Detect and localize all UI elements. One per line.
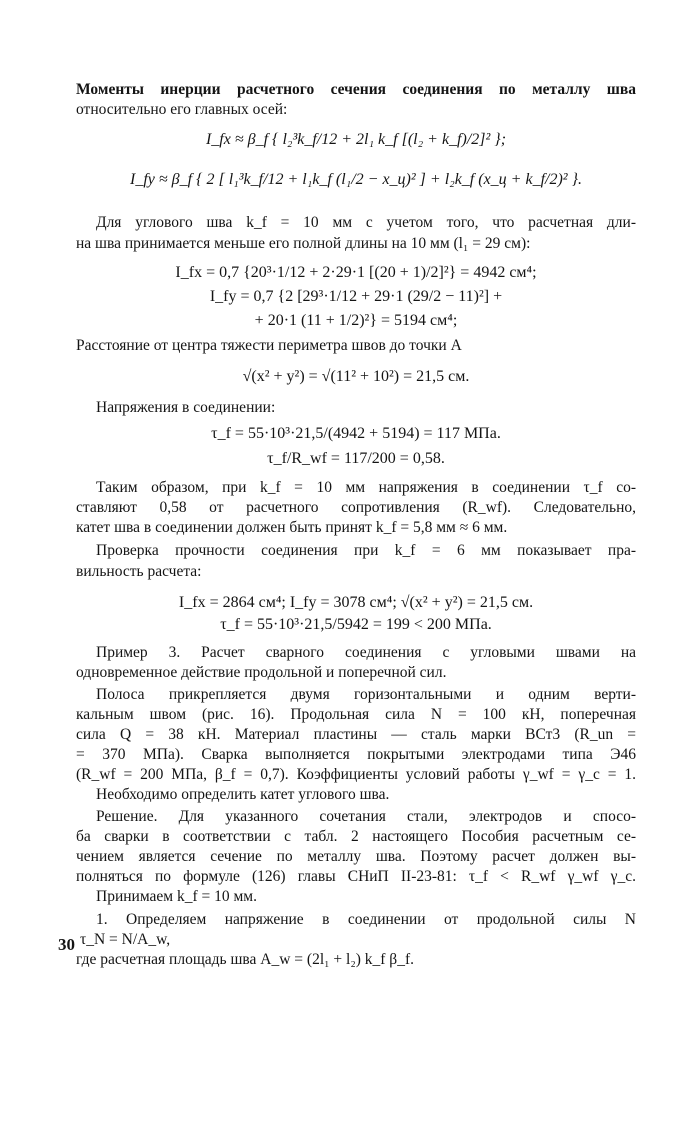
text-line: где расчетная площадь шва A_w = (2l₁ + l₂) k_f β_f. xyxy=(76,951,414,968)
text-line: Таким образом, при k_f = 10 мм напряжения в соединении τ_f со- xyxy=(96,479,636,496)
text-line: ба сварки в соответствии с табл. 2 настоящего Пособия расчетным се- xyxy=(76,828,636,845)
text-line: вильность расчета: xyxy=(76,563,202,580)
bold-text: Моменты инерции расчетного сечения соединения по металлу шва xyxy=(76,81,636,98)
text-line: ставляют 0,58 от расчетного сопротивления (R_wf). Следовательно, xyxy=(76,499,636,516)
text-line: на шва принимается меньше его полной длины на 10 мм (l₁ = 29 см): xyxy=(76,235,531,252)
text-line: Полоса прикрепляется двумя горизонтальными и одним верти- xyxy=(96,686,636,703)
text-line xyxy=(76,80,636,100)
text-line: сила Q = 38 кН. Материал пластины — сталь марки ВСт3 (R_un = xyxy=(76,726,636,743)
formula-line: I_fx = 0,7 {20³·1/12 + 2·29·1 [(20 + 1)/2]²} = 4942 см⁴; xyxy=(175,264,537,281)
text-line: Для углового шва k_f = 10 мм с учетом того, что расчетная дли- xyxy=(96,214,636,231)
text-line: полняться по формуле (126) главы СНиП II-23-81: τ_f < R_wf γ_wf γ_c. xyxy=(76,868,636,885)
page-number: 30 xyxy=(58,935,75,954)
formula-line: I_fy = 0,7 {2 [29³·1/12 + 29·1 (29/2 − 11)²] + xyxy=(209,288,503,305)
text-line: (R_wf = 200 МПа, β_f = 0,7). Коэффициенты условий работы γ_wf = γ_c = 1. xyxy=(76,766,636,783)
formula-line: τ_f/R_wf = 117/200 = 0,58. xyxy=(267,450,445,467)
example-heading-line: Пример 3. Расчет сварного соединения с угловыми швами на xyxy=(96,644,636,661)
text-line: = 370 МПа). Сварка выполняется покрытыми электродами типа Э46 xyxy=(76,746,636,763)
text-line: 1. Определяем напряжение в соединении от продольной силы N xyxy=(96,911,636,928)
formula-line: √(x² + y²) = √(11² + 10²) = 21,5 см. xyxy=(242,368,470,385)
text-line: одновременное действие продольной и поперечной сил. xyxy=(76,664,447,681)
formula-line: + 20·1 (11 + 1/2)²} = 5194 см⁴; xyxy=(254,312,458,329)
text-line: Принимаем k_f = 10 мм. xyxy=(96,888,257,905)
formula-line: I_fx = 2864 см⁴; I_fy = 3078 см⁴; √(x² + y²) = 21,5 см. xyxy=(178,594,534,611)
text-line: относительно его главных осей: xyxy=(76,101,288,118)
formula-line: τ_N = N/A_w, xyxy=(80,931,171,948)
text-line: кальным швом (рис. 16). Продольная сила N = 100 кН, поперечная xyxy=(76,706,636,723)
text-line: Необходимо определить катет углового шва. xyxy=(96,786,390,803)
formula-line: I_fy ≈ β_f { 2 [ l₁³k_f/12 + l₁k_f (l₁/2 − x_ц)² ] + l₂k_f (x_ц + k_f/2)² }. xyxy=(130,171,582,188)
text-line: Расстояние от центра тяжести периметра швов до точки A xyxy=(76,337,462,354)
text-line: Проверка прочности соединения при k_f = 6 мм показывает пра- xyxy=(96,542,636,559)
text-line: Напряжения в соединении: xyxy=(96,399,276,416)
text-line: чением является сечение по металлу шва. Поэтому расчет должен вы- xyxy=(76,848,636,865)
text-line: катет шва в соединении должен быть принят k_f = 5,8 мм ≈ 6 мм. xyxy=(76,519,508,536)
formula-line: I_fx ≈ β_f { l₂³k_f/12 + 2l₁ k_f [(l₂ + k_f)/2]² }; xyxy=(205,131,507,148)
formula-line: τ_f = 55·10³·21,5/(4942 + 5194) = 117 МПа. xyxy=(211,425,501,442)
formula-line: τ_f = 55·10³·21,5/5942 = 199 < 200 МПа. xyxy=(220,616,492,633)
solution-line: Решение. Для указанного сочетания стали, электродов и спосо- xyxy=(96,808,636,825)
